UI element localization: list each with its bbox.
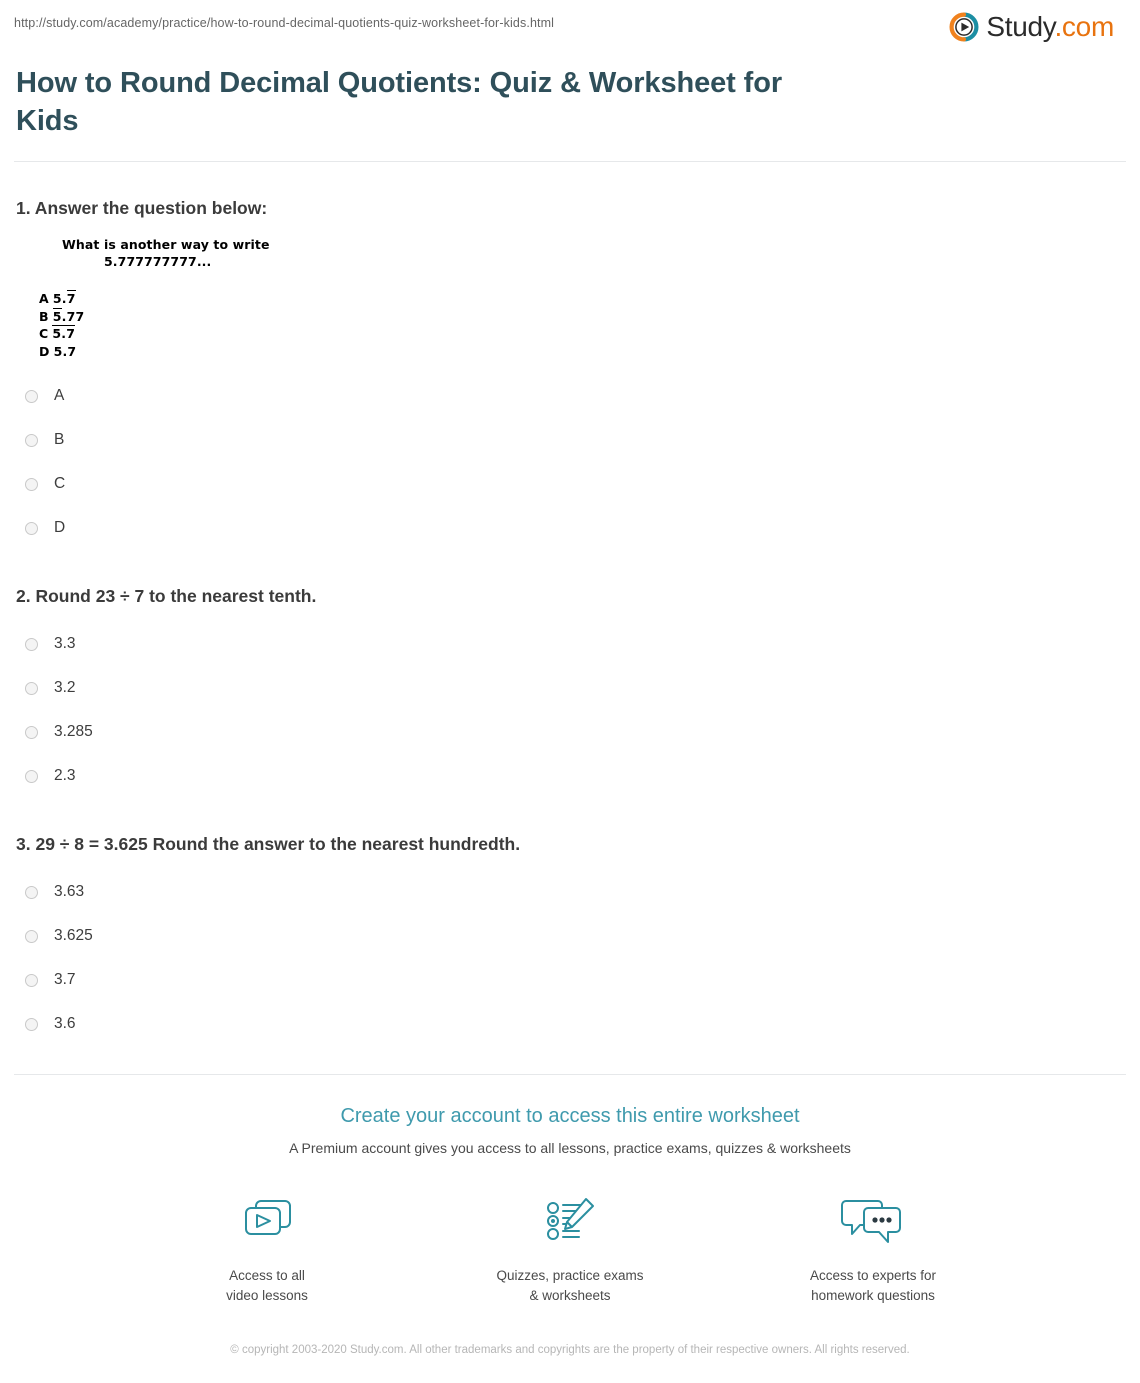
option-label: 3.285 [54, 723, 93, 740]
option-row[interactable] [16, 418, 1124, 462]
radio-button[interactable] [25, 682, 38, 695]
image-choice-b: B 5.77 [39, 308, 85, 324]
feature-label-line-2: & worksheets [529, 1288, 611, 1303]
image-choice-c [39, 325, 1124, 343]
option-row[interactable] [16, 754, 1124, 798]
radio-button[interactable] [25, 770, 38, 783]
radio-button[interactable] [25, 478, 38, 491]
copyright-text: © copyright 2003-2020 Study.com. All other trademarks and copyrights are the property of their respective owners. All rights reserved. [230, 1344, 910, 1356]
question-image-line-1: What is another way to write [62, 237, 270, 252]
question-1-options [16, 374, 1124, 550]
radio-button[interactable] [25, 726, 38, 739]
cta-section [0, 1075, 1140, 1306]
question-image-choices [18, 290, 1124, 360]
radio-button[interactable] [25, 522, 38, 535]
radio-button[interactable] [25, 974, 38, 987]
question-1 [16, 162, 1124, 550]
image-choice-d-value: 5.7 [53, 343, 77, 359]
image-choice-b-repeat: 5 [52, 308, 62, 324]
option-label: D [54, 519, 66, 536]
question-image [16, 236, 1124, 360]
feature-label-line-2: video lessons [226, 1288, 308, 1303]
option-label: 3.7 [54, 971, 76, 988]
radio-button[interactable] [25, 930, 38, 943]
question-image-line-2: 5.777777777... [104, 254, 212, 269]
logo-wordmark [986, 12, 1114, 42]
question-prompt: 2. Round 23 ÷ 7 to the nearest tenth. [16, 586, 317, 606]
option-row[interactable] [16, 622, 1124, 666]
feature-quizzes [483, 1192, 658, 1306]
image-choice-b-label: B [39, 308, 49, 324]
quiz-pencil-icon [483, 1192, 658, 1252]
radio-button[interactable] [25, 886, 38, 899]
feature-label-line-1: Access to all [229, 1268, 305, 1283]
question-2-options [16, 622, 1124, 798]
page-url: http://study.com/academy/practice/how-to-round-decimal-quotients-quiz-worksheet-for-kids.html [14, 16, 555, 30]
image-choice-a-repeat: 7 [66, 291, 76, 306]
feature-label-line-1: Quizzes, practice exams [496, 1268, 644, 1283]
radio-button[interactable] [25, 390, 38, 403]
feature-label [786, 1266, 961, 1306]
features-row [0, 1158, 1140, 1306]
feature-label [180, 1266, 355, 1306]
image-choice-c-repeat: 5.7 [52, 326, 76, 341]
radio-button[interactable] [25, 1018, 38, 1031]
option-label: 3.63 [54, 883, 85, 900]
option-label: 2.3 [54, 767, 76, 784]
option-row[interactable] [16, 462, 1124, 506]
option-label: B [54, 431, 65, 448]
feature-label-line-2: homework questions [811, 1288, 935, 1303]
option-row[interactable] [16, 914, 1124, 958]
option-row[interactable] [16, 374, 1124, 418]
option-label: A [54, 387, 65, 404]
image-choice-d-label: D [39, 343, 50, 359]
play-circle-icon [949, 12, 979, 42]
study-logo[interactable] [949, 12, 1126, 42]
questions-list [0, 162, 1140, 1046]
question-3-options [16, 870, 1124, 1046]
logo-word: Study [986, 11, 1055, 42]
image-choice-a-label: A [39, 291, 49, 306]
option-label: C [54, 475, 66, 492]
question-3 [16, 798, 1124, 1046]
radio-button[interactable] [25, 434, 38, 447]
page-header [0, 0, 1140, 56]
feature-label [483, 1266, 658, 1306]
option-label: 3.2 [54, 679, 76, 696]
option-row[interactable] [16, 710, 1124, 754]
image-choice-d [39, 343, 1124, 361]
feature-experts [786, 1192, 961, 1306]
question-2 [16, 550, 1124, 798]
cta-subheading: A Premium account gives you access to all lessons, practice exams, quizzes & worksheets [289, 1140, 851, 1156]
feature-label-line-1: Access to experts for [809, 1268, 937, 1283]
chat-bubbles-icon [786, 1192, 961, 1252]
option-row[interactable] [16, 1002, 1124, 1046]
option-row[interactable] [16, 506, 1124, 550]
option-row[interactable] [16, 958, 1124, 1002]
image-choice-a: A 5.7 [39, 291, 76, 306]
page-title: How to Round Decimal Quotients: Quiz & Worksheet for Kids [16, 67, 783, 137]
cta-heading[interactable]: Create your account to access this entire worksheet [340, 1105, 800, 1127]
video-lessons-icon [180, 1192, 355, 1252]
image-choice-c-label: C [39, 326, 49, 341]
option-label: 3.3 [54, 635, 76, 652]
option-label: 3.625 [54, 927, 93, 944]
question-prompt: 1. Answer the question below: [16, 198, 268, 218]
radio-button[interactable] [25, 638, 38, 651]
option-row[interactable] [16, 870, 1124, 914]
option-label: 3.6 [54, 1015, 76, 1032]
title-section [0, 56, 1140, 140]
question-prompt: 3. 29 ÷ 8 = 3.625 Round the answer to the nearest hundredth. [16, 834, 521, 854]
option-row[interactable] [16, 666, 1124, 710]
logo-dot: .com [1054, 11, 1114, 42]
feature-video-lessons [180, 1192, 355, 1306]
